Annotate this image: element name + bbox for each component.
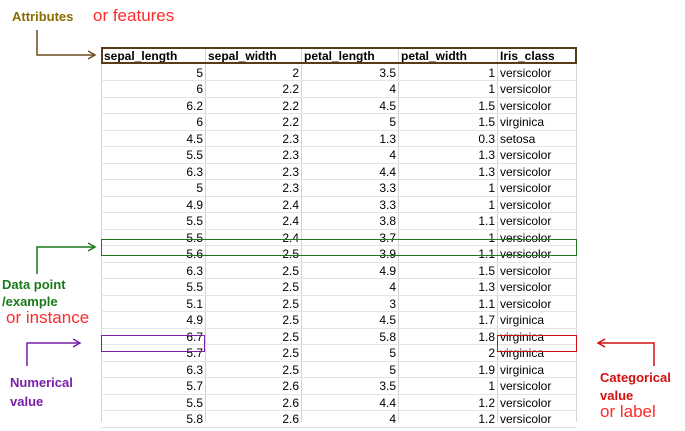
value-cell: 2.5	[282, 296, 299, 311]
value-cell: 6.3	[186, 164, 203, 179]
value-cell: 5	[389, 362, 396, 377]
value-cell: 1.7	[478, 313, 495, 327]
value-cell: 3.5	[379, 65, 396, 80]
attributes-arrow	[37, 30, 95, 55]
value-cell: 6.3	[186, 263, 203, 278]
class-cell: versicolor	[500, 230, 552, 245]
value-cell: 1.2	[478, 412, 495, 426]
value-cell: 4.5	[379, 313, 396, 327]
value-cell: 2.5	[282, 280, 299, 294]
value-cell: 4.9	[186, 197, 203, 212]
value-cell: 3.7	[379, 230, 396, 245]
value-cell: 2.5	[282, 263, 299, 278]
value-cell: 5	[389, 115, 396, 129]
value-cell: 4.9	[186, 313, 203, 327]
value-cell: 2.4	[282, 230, 299, 245]
value-cell: 2.2	[282, 98, 299, 113]
categorical-arrow	[598, 343, 654, 366]
class-cell: setosa	[500, 131, 536, 146]
value-cell: 5	[196, 65, 203, 80]
data-point-arrow	[37, 247, 95, 274]
value-cell: 1	[488, 181, 495, 195]
value-cell: 2.6	[282, 379, 299, 393]
or-features-label: or features	[93, 6, 175, 25]
value-cell: 1.3	[478, 164, 495, 179]
value-cell: 1.5	[478, 263, 495, 278]
categorical-label-line1: Categorical	[600, 370, 671, 385]
class-cell: versicolor	[500, 214, 552, 228]
value-cell: 5	[196, 181, 203, 195]
value-cell: 5.1	[186, 296, 203, 311]
value-cell: 1.8	[478, 329, 495, 344]
value-cell: 1	[488, 82, 495, 96]
class-cell: versicolor	[500, 263, 552, 278]
value-cell: 3	[389, 296, 396, 311]
value-cell: 5.5	[186, 395, 203, 410]
value-cell: 1	[488, 230, 495, 245]
or-label-label: or label	[600, 402, 656, 421]
value-cell: 1.1	[478, 247, 495, 261]
class-cell: versicolor	[500, 98, 552, 113]
value-cell: 6.7	[186, 329, 203, 344]
value-cell: 4.5	[186, 131, 203, 146]
value-cell: 4.4	[379, 395, 396, 410]
value-cell: 5.7	[186, 346, 203, 360]
value-cell: 4	[389, 82, 396, 96]
value-cell: 2.3	[282, 164, 299, 179]
value-cell: 4	[389, 280, 396, 294]
value-cell: 1	[488, 65, 495, 80]
value-cell: 2.5	[282, 313, 299, 327]
value-cell: 1.3	[379, 131, 396, 146]
class-cell: virginica	[500, 362, 545, 377]
value-cell: 2.4	[282, 214, 299, 228]
class-cell: versicolor	[500, 82, 552, 96]
value-cell: 2.5	[282, 362, 299, 377]
class-cell: versicolor	[500, 197, 552, 212]
value-cell: 2.5	[282, 247, 299, 261]
class-cell: versicolor	[500, 395, 552, 410]
data-point-label-line2: /example	[2, 294, 58, 309]
value-cell: 1	[488, 379, 495, 393]
categorical-label-line2: value	[600, 388, 634, 403]
or-instance-label: or instance	[6, 308, 90, 327]
numerical-label-line1: Numerical	[10, 375, 73, 390]
value-cell: 2.2	[282, 115, 299, 129]
class-cell: virginica	[500, 313, 545, 327]
value-cell: 1.5	[478, 98, 495, 113]
value-cell: 5	[389, 346, 396, 360]
value-cell: 6.2	[186, 98, 203, 113]
class-cell: virginica	[500, 329, 545, 344]
class-cell: versicolor	[500, 181, 552, 195]
value-cell: 4	[389, 412, 396, 426]
class-cell: versicolor	[500, 164, 552, 179]
class-cell: versicolor	[500, 379, 552, 393]
class-cell: virginica	[500, 115, 545, 129]
value-cell: 2.2	[282, 82, 299, 96]
value-cell: 4.5	[379, 98, 396, 113]
value-cell: 6	[196, 82, 203, 96]
value-cell: 2.6	[282, 395, 299, 410]
value-cell: 1.3	[478, 148, 495, 162]
column-header: sepal_length	[104, 49, 178, 63]
value-cell: 3.5	[379, 379, 396, 393]
value-cell: 5.8	[379, 329, 396, 344]
value-cell: 2.4	[282, 197, 299, 212]
column-header: petal_length	[304, 49, 375, 63]
class-cell: versicolor	[500, 148, 552, 162]
class-cell: versicolor	[500, 280, 552, 294]
value-cell: 3.3	[379, 197, 396, 212]
class-cell: versicolor	[500, 296, 552, 311]
value-cell: 1.5	[478, 115, 495, 129]
value-cell: 2.3	[282, 131, 299, 146]
value-cell: 5.7	[186, 379, 203, 393]
value-cell: 5.5	[186, 214, 203, 228]
value-cell: 6	[196, 115, 203, 129]
value-cell: 5.5	[186, 148, 203, 162]
value-cell: 4.4	[379, 164, 396, 179]
class-cell: versicolor	[500, 65, 552, 80]
value-cell: 5.6	[186, 247, 203, 261]
class-cell: versicolor	[500, 412, 552, 426]
column-header: Iris_class	[500, 49, 555, 63]
value-cell: 5.5	[186, 280, 203, 294]
value-cell: 1.1	[478, 296, 495, 311]
numerical-label-line2: value	[10, 394, 44, 409]
value-cell: 5.8	[186, 412, 203, 426]
value-cell: 2	[488, 346, 495, 360]
value-cell: 1	[488, 197, 495, 212]
value-cell: 1.1	[478, 214, 495, 228]
value-cell: 0.3	[478, 131, 495, 146]
value-cell: 3.8	[379, 214, 396, 228]
value-cell: 2.5	[282, 329, 299, 344]
value-cell: 2.5	[282, 346, 299, 360]
value-cell: 3.9	[379, 247, 396, 261]
value-cell: 4.9	[379, 263, 396, 278]
value-cell: 2.6	[282, 412, 299, 426]
numerical-arrow	[27, 343, 80, 366]
value-cell: 1.2	[478, 395, 495, 410]
value-cell: 2.3	[282, 181, 299, 195]
value-cell: 1.3	[478, 280, 495, 294]
data-point-label-line1: Data point	[2, 277, 66, 292]
column-header: sepal_width	[208, 49, 277, 63]
value-cell: 4	[389, 148, 396, 162]
class-cell: versicolor	[500, 247, 552, 261]
column-header: petal_width	[401, 49, 468, 63]
value-cell: 2	[292, 65, 299, 80]
value-cell: 6.3	[186, 362, 203, 377]
value-cell: 3.3	[379, 181, 396, 195]
value-cell: 2.3	[282, 148, 299, 162]
value-cell: 5.5	[186, 230, 203, 245]
attributes-label: Attributes	[12, 9, 74, 24]
value-cell: 1.9	[478, 362, 495, 377]
class-cell: virginica	[500, 346, 545, 360]
